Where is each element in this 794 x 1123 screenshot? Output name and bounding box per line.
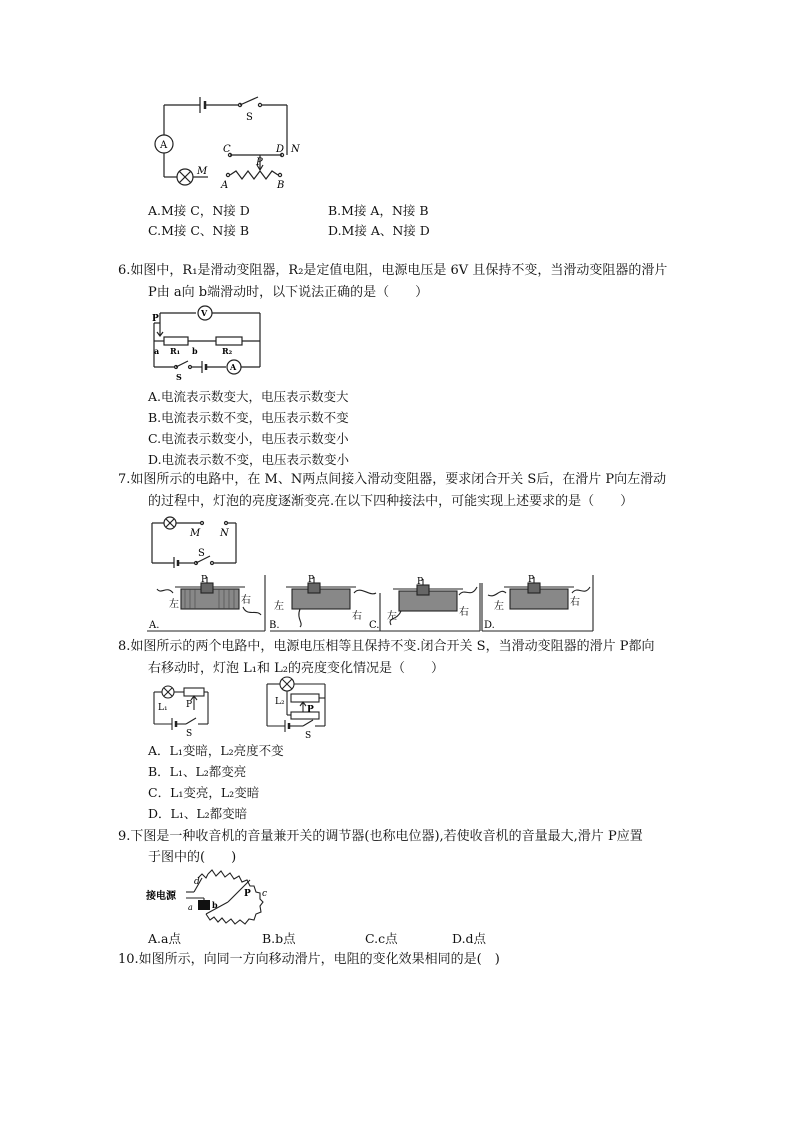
q7-panel-c [367,573,482,633]
q6-a-label: a [154,346,160,356]
q7-panel-d-left: 左 [494,601,504,612]
q9-potentiometer-figure [146,862,276,930]
q7-panel-c-letter: C. [369,620,380,631]
q6-p-label: P [152,314,159,324]
q9-option-d: D.d点 [452,931,487,946]
q8-question-line1: 8.如图所示的两个电路中，电源电压相等且保持不变.闭合开关 S，当滑动变阻器的滑片 P都向 [118,639,655,654]
q9-question-line1: 9.下图是一种收音机的音量兼开关的调节器(也称电位器),若使收音机的音量最大,滑片 P应置 [118,829,643,844]
q8-circuit-left [150,682,220,738]
q7-panel-a [147,573,267,633]
q7-panel-d-p: P [528,575,535,585]
q6-option-a: A.电流表示数变大，电压表示数变大 [148,389,349,404]
q7-panel-a-p: P [201,575,208,585]
q7-panel-d-letter: D. [484,620,495,631]
q7-panel-b-left: 左 [274,601,284,612]
q5-switch-label: S [246,112,253,123]
q9-p-label: P [244,889,251,899]
q7-panel-a-right: 右 [241,595,251,606]
q5-option-c: C.M接 C、N接 B [148,223,250,238]
q6-r2-label: R₂ [222,346,233,356]
q6-option-c: C.电流表示数变小，电压表示数变小 [148,431,349,446]
q5-a-label: A [221,180,229,191]
q6-question-line2: P由 a向 b端滑动时，以下说法正确的是（ ） [148,285,429,300]
q9-c-label: c [262,889,268,899]
q7-panel-b [270,573,382,633]
q7-panel-c-p: P [417,577,424,587]
q7-question-line1: 7.如图所示的电路中，在 M、N两点间接入滑动变阻器，要求闭合开关 S后，在滑片 P向左滑动 [118,472,667,487]
q7-question-line2: 的过程中，灯泡的亮度逐渐变亮.在以下四种接法中，可能实现上述要求的是（ ） [148,494,634,509]
q6-s-label: S [176,372,182,382]
q8-option-a: A．L₁变暗，L₂亮度不变 [148,743,284,758]
q5-option-a: A.M接 C，N接 D [148,203,250,218]
q7-panel-c-left: 左 [387,611,397,622]
q8-left-s-label: S [186,729,193,738]
q9-question-line2: 于图中的( ) [148,850,237,865]
q5-d-label: D [276,144,285,155]
q7-panel-a-left: 左 [169,599,179,610]
q8-left-p-label: P [186,700,193,710]
q7-panel-c-right: 右 [459,607,469,618]
q8-right-p-label: P [307,705,314,715]
q6-ammeter-label: A [230,362,237,372]
q8-l1-label: L₁ [158,703,168,713]
q5-option-b: B.M接 A，N接 B [328,203,429,218]
q9-b-label: b [212,900,218,910]
q5-n-label: N [291,144,300,155]
q7-panel-a-letter: A. [149,620,160,631]
q6-r1-label: R₁ [170,346,181,356]
q6-question-line1: 6.如图中，R₁是滑动变阻器，R₂是定值电阻，电源电压是 6V 且保持不变，当滑动变阻器的滑片 [118,263,668,278]
q5-ammeter-label: A [160,140,168,151]
q8-option-d: D．L₁、L₂都变暗 [148,806,248,821]
q5-m-label: M [197,166,208,177]
q5-option-d: D.M接 A、N接 D [328,223,430,238]
q7-panel-b-letter: B. [270,620,280,631]
q7-panel-d [480,573,595,633]
q6-option-d: D.电流表示数不变，电压表示数变小 [148,452,350,467]
q5-b-label: B [277,180,285,191]
q5-p-label: P [256,157,263,168]
q9-option-a: A.a点 [148,931,181,946]
q7-circuit-figure [148,513,243,568]
q7-s-label: S [198,548,205,559]
q8-option-c: C．L₁变亮，L₂变暗 [148,785,260,800]
q10-question-line1: 10.如图所示，向同一方向移动滑片，电阻的变化效果相同的是( ) [118,952,500,967]
q8-circuit-right [255,674,335,740]
q8-question-line2: 右移动时，灯泡 L₁和 L₂的亮度变化情况是（ ） [148,661,444,676]
q9-option-c: C.c点 [365,931,398,946]
q9-d-label: d [194,877,200,887]
q6-circuit-figure [150,305,265,385]
q7-n-label: N [220,528,229,539]
q7-panel-b-right: 右 [352,611,362,622]
q9-option-b: B.b点 [262,931,296,946]
q9-a-label: a [188,903,193,912]
q6-b-label: b [192,346,198,356]
q7-m-label: M [190,528,201,539]
q8-right-s-label: S [305,731,312,740]
q6-voltmeter-label: V [201,308,208,318]
q6-option-b: B.电流表示数不变，电压表示数不变 [148,410,349,425]
q7-panel-b-p: P [308,575,315,585]
q5-circuit-figure [150,95,320,195]
q8-l2-label: L₂ [275,697,285,707]
q7-panel-d-right: 右 [570,597,580,608]
q8-option-b: B．L₁、L₂都变亮 [148,764,247,779]
q5-c-label: C [223,144,231,155]
q9-power-label: 接电源 [146,891,176,902]
